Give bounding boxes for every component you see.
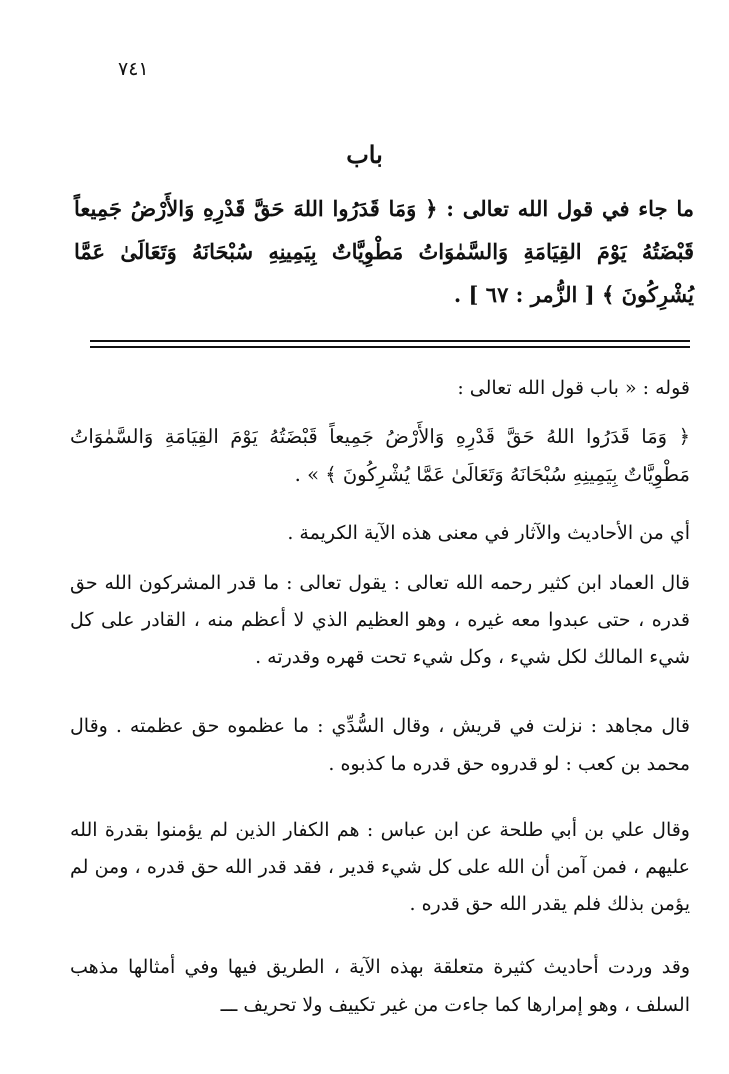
- commentary-paragraph: أي من الأحاديث والآثار في معنى هذه الآية الكريمة .: [287, 522, 690, 544]
- double-rule-top: [90, 340, 690, 342]
- page-number: ٧٤١: [118, 58, 149, 80]
- chapter-heading: ما جاء في قول الله تعالى : ﴿ وَمَا قَدَرُوا اللهَ حَقَّ قَدْرِهِ وَالأَرْضُ جَمِيعاً قَبْضَتُهُ يَوْمَ القِيَامَةِ وَالسَّمٰوَاتُ مَطْوِيَّاتٌ بِيَمِينِهِ سُبْحَانَهُ وَتَعَالَىٰ عَمَّا يُشْرِكُونَ ﴾ [ الزُّمر : ٦٧ ] .: [74, 196, 694, 307]
- commentary-paragraph: قال مجاهد : نزلت في قريش ، وقال السُّدِّي : ما عظموه حق عظمته . وقال محمد بن كعب : لو قدروه حق قدره ما كذبوه .: [70, 715, 690, 775]
- double-rule-bottom: [90, 346, 690, 348]
- commentary-paragraph: وقال علي بن أبي طلحة عن ابن عباس : هم الكفار الذين لم يؤمنوا بقدرة الله عليهم ، فمن آمن أن الله على كل شيء قدير ، فقد قدر الله حق قدره ، ومن لم يؤمن بذلك فلم يقدر الله حق قدره .: [70, 819, 690, 915]
- commentary-intro: قوله : « باب قول الله تعالى :: [457, 377, 690, 399]
- commentary-paragraph: قال العماد ابن كثير رحمه الله تعالى : يقول تعالى : ما قدر المشركون الله حق قدره ، حتى عبدوا معه غيره ، وهو العظيم الذي لا أعظم منه ، القادر على كل شيء المالك لكل شيء ، وكل شيء تحت قهره وقدرته .: [70, 572, 690, 668]
- chapter-title: باب: [346, 140, 383, 169]
- quran-verse-quote: ﴿ وَمَا قَدَرُوا اللهُ حَقَّ قَدْرِهِ وَالأَرْضُ جَمِيعاً قَبْضَتُهُ يَوْمَ القِيَامَةِ وَالسَّمٰوَاتُ مَطْوِيَّاتٌ بِيَمِينِهِ سُبْحَانَهُ وَتَعَالَىٰ عَمَّا يُشْرِكُونَ ﴾ » .: [70, 425, 690, 486]
- commentary-paragraph: وقد وردت أحاديث كثيرة متعلقة بهذه الآية ، الطريق فيها وفي أمثالها مذهب السلف ، وهو إمرارها كما جاءت من غير تكييف ولا تحريف ـــ: [70, 956, 690, 1016]
